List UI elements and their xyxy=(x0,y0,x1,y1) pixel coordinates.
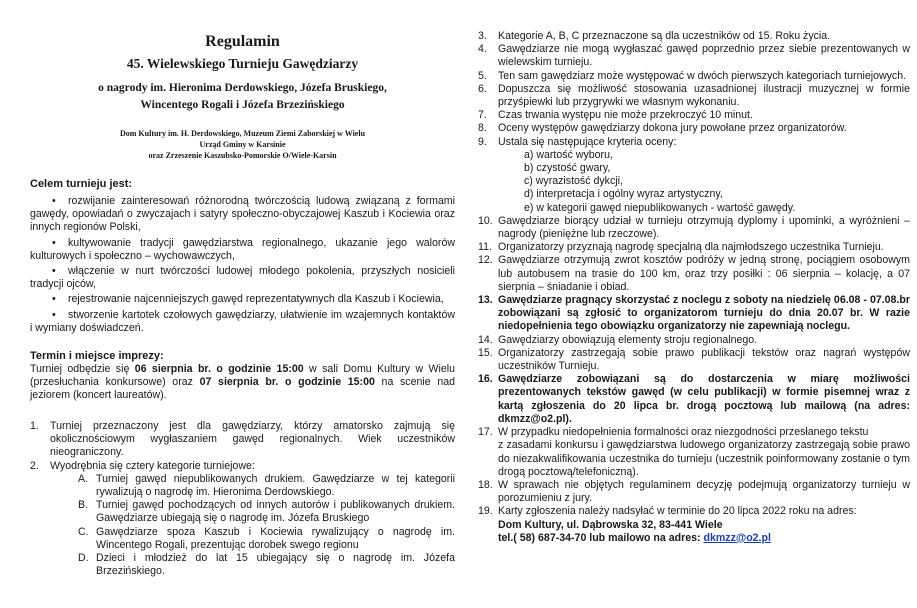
rule-text: Gawędziarze biorący udział w turnieju otrzymują dyplomy i upominki, a wyróżnieni – nagrody (pieniężne lub rzeczowe). xyxy=(498,214,910,241)
rule-text: Oceny występów gawędziarzy dokona jury powołane przez organizatorów. xyxy=(498,122,847,135)
rule-17 xyxy=(478,426,910,479)
rule-text: Gawędziarze pragnący skorzystać z noclegu z soboty na niedzielę 06.08 - 07.08.br zobowiązani są zgłosić to organizatorom turnieju do dnia 20.07 br. W razie niedopełnienia tego obowiązku organizatorzy nie zapewniają noclegu. xyxy=(498,294,910,333)
goal-text: włączenie w nurt twórczości ludowej młodego pokolenia, przyszłych nosicieli tradycji ojców, xyxy=(30,265,455,291)
venue-date-2: 07 sierpnia br. o godzinie 15:00 xyxy=(199,376,375,389)
list-item xyxy=(30,309,455,335)
category-letter: C. xyxy=(78,525,89,538)
rule-text: W sprawach nie objętych regulaminem decyzję podejmują organizatorzy turnieju w porozumieniu z jury. xyxy=(498,478,910,505)
rule-text: Czas trwania występu nie może przekroczyć 10 minut. xyxy=(498,109,753,122)
criterion: b) czystość gwary, xyxy=(524,162,611,175)
rule-text: Ustala się następujące kryteria oceny: xyxy=(498,135,677,148)
goal-text: stworzenie kartotek czołowych gawędziarzy, ułatwienie im wzajemnych kontaktów i wymiany doświadczeń. xyxy=(30,308,455,334)
rule-5 xyxy=(478,70,910,83)
rule-15 xyxy=(478,347,910,373)
category-c xyxy=(30,526,455,552)
rule-number: 15. xyxy=(478,346,493,359)
rules-list-right xyxy=(478,30,910,545)
rule-12 xyxy=(478,254,910,294)
list-item xyxy=(30,195,455,235)
venue-text: w sali Domu Kultury w Wielu (przesłuchania konkursowe) oraz xyxy=(30,363,455,389)
rule-number: 10. xyxy=(478,214,493,227)
rule-9 xyxy=(478,136,910,149)
rule-3 xyxy=(478,30,910,43)
category-a xyxy=(30,473,455,499)
rule-number: 19. xyxy=(478,505,493,518)
rule-7 xyxy=(478,109,910,122)
venue-paragraph xyxy=(30,363,455,403)
document-title: Regulamin xyxy=(205,33,280,50)
rule-number: 14. xyxy=(478,333,493,346)
contact-phone: tel.( 58) 687-34-70 lub mailowo na adres: xyxy=(498,531,704,544)
rule-number: 5. xyxy=(478,69,487,82)
rule-text: Ten sam gawędziarz może występować w dwóch pierwszych kategoriach turniejowych. xyxy=(498,69,907,82)
rule-number: 9. xyxy=(478,135,487,148)
rule-text: Gawędziarze nie mogą wygłaszać gawęd poprzednio przez siebie prezentowanych w wielewskim turnieju. xyxy=(498,43,910,69)
goal-text: rozwijanie zainteresowań różnorodną twórczością ludową związaną z formami gawędy, opowiadań o zwyczajach i satyry społeczno-obyczajowej Kaszub i Kociewia oraz innych regionów Polski, xyxy=(30,195,455,234)
rule-13 xyxy=(478,294,910,334)
rule-number: 4. xyxy=(478,43,487,56)
list-item xyxy=(30,293,455,306)
venue-text: na scenie nad jeziorem (koncert laureatów). xyxy=(30,376,455,402)
rule-14 xyxy=(478,334,910,347)
rule-10 xyxy=(478,215,910,241)
rule-text: Gawędziarzy obowiązują elementy stroju regionalnego. xyxy=(498,333,758,346)
honor-line-2: Wincentego Rogali i Józefa Brzezińskiego xyxy=(140,98,345,111)
rule-17-line1: W przypadku niedopełnienia formalności oraz niezgodności przesłanego tekstu xyxy=(498,426,869,439)
postal-address: Dom Kultury, ul. Dąbrowska 32, 83-441 Wiele xyxy=(498,518,723,531)
bullet-icon: • xyxy=(52,308,56,321)
category-text: Turniej gawęd niepublikowanych drukiem. Gawędziarze w tej kategorii rywalizują o nagrodę im. Hieronima Derdowskiego. xyxy=(96,472,455,499)
rule-19-text: Karty zgłoszenia należy nadsyłać w terminie do 20 lipca 2022 roku na adres: xyxy=(498,505,857,518)
rule-number: 18. xyxy=(478,478,493,491)
document-subtitle: 45. Wielewskiego Turnieju Gawędziarzy xyxy=(126,56,359,71)
rule-19 xyxy=(478,505,910,545)
venue-text: Turniej odbędzie się xyxy=(30,363,135,375)
rule-number: 2. xyxy=(30,459,39,472)
organizer-line: Urząd Gminy w Karsinie xyxy=(199,140,286,149)
honor-line-1: o nagrody im. Hieronima Derdowskiego, Józefa Bruskiego, xyxy=(98,82,387,94)
goals-heading: Celem turnieju jest: xyxy=(30,178,133,190)
category-letter: B. xyxy=(78,499,89,512)
category-text: Gawędziarze spoza Kaszub i Kociewia rywalizujący o nagrodę im. Wincentego Rogali, prezentując dorobek swego regionu xyxy=(96,525,455,551)
rule-number: 6. xyxy=(478,82,487,95)
list-item xyxy=(30,237,455,263)
rule-16 xyxy=(478,373,910,426)
rule-1 xyxy=(30,420,455,460)
bullet-icon: • xyxy=(52,265,56,278)
rules-list-left xyxy=(30,420,455,578)
venue-date-1: 06 sierpnia br. o godzinie 15:00 xyxy=(134,363,304,375)
rule-18 xyxy=(478,479,910,505)
rule-text: Turniej przeznaczony jest dla gawędziarzy, którzy amatorsko zajmują się okolicznościowym wygłaszaniem gawęd regionalnych. Wiek uczestników nieograniczony. xyxy=(50,420,455,459)
category-b xyxy=(30,499,455,525)
organizer-line: oraz Zrzeszenie Kaszubsko-Pomorskie O/Wiele-Karsin xyxy=(148,151,337,160)
goals-list xyxy=(30,195,455,337)
rule-11 xyxy=(478,241,910,254)
rule-number: 8. xyxy=(478,122,487,135)
rule-number: 17. xyxy=(478,426,493,439)
category-text: Turniej gawęd pochodzących od innych autorów i publikowanych drukiem. Gawędziarze ubiegają się o nagrodę im. Józefa Bruskiego xyxy=(96,499,455,525)
rule-4 xyxy=(478,43,910,69)
bullet-icon: • xyxy=(52,195,56,207)
rule-number: 16. xyxy=(478,373,493,386)
venue-heading: Termin i miejsce imprezy: xyxy=(30,350,164,362)
rule-text: Gawędziarze otrzymują zwrot kosztów podróży w jedną stronę, pociągiem osobowym lub autobusem na trasie do 100 km, oraz trzy posiłki : 06 sierpnia – kolację, a 07 sierpnia – śniadanie i obiad. xyxy=(498,254,910,293)
rule-text: Organizatorzy zastrzegają sobie prawo publikacji tekstów oraz nagrań występów uczestników Turnieju. xyxy=(498,346,910,373)
rule-text: Gawędziarze zobowiązani są do dostarczenia w miarę możliwości prezentowanych tekstów gawęd (w celu publikacji) w formie pisemnej wraz z kartą zgłoszenia do 20 lipca br. drogą pocztową lub mailową (na adres: dkmzz@o2.pl). xyxy=(498,373,910,425)
bullet-icon: • xyxy=(52,236,56,249)
rule-text xyxy=(498,505,910,545)
honor-line xyxy=(30,80,455,113)
email-link[interactable]: dkmzz@o2.pl xyxy=(703,531,771,544)
organizer-line: Dom Kultury im. H. Derdowskiego, Muzeum Ziemi Zaborskiej w Wielu xyxy=(119,129,366,138)
rule-text: Wyodrębnia się cztery kategorie turniejowe: xyxy=(50,459,255,472)
category-d xyxy=(30,552,455,578)
rule-6 xyxy=(478,83,910,109)
rule-2 xyxy=(30,460,455,473)
goal-text: rejestrowanie najcenniejszych gawęd reprezentatywnych dla Kaszub i Kociewia, xyxy=(68,293,444,306)
list-item xyxy=(30,265,455,291)
rule-number: 3. xyxy=(478,30,487,42)
rule-number: 11. xyxy=(478,241,492,254)
rule-number: 12. xyxy=(478,254,493,267)
category-text: Dzieci i młodzież do lat 15 ubiegający się o nagrodę im. Józefa Brzezińskiego. xyxy=(96,552,455,578)
rule-text: Dopuszcza się możliwość stosowania uzasadnionej ilustracji muzycznej w formie przyśpiewki lub przygrywki we własnym wykonaniu. xyxy=(498,82,910,109)
category-letter: A. xyxy=(78,472,89,485)
rule-number: 1. xyxy=(30,420,39,432)
rule-text xyxy=(498,426,910,479)
criterion: c) wyrazistość dykcji, xyxy=(524,175,623,188)
goal-text: kultywowanie tradycji gawędziarstwa regionalnego, ukazanie jego walorów kulturowych i społeczno – wychowawczych, xyxy=(30,236,455,262)
rule-17-rest: z zasadami konkursu i gawędziarstwa ludowego organizatorzy zastrzegają sobie prawo do niezakwalifikowania uczestnika do turnieju (uczestnik poinformowany zostanie o tym drogą pocztową/telefoniczną). xyxy=(498,439,910,478)
organizers xyxy=(30,128,455,161)
bullet-icon: • xyxy=(52,293,56,306)
criterion: a) wartość wyboru, xyxy=(524,148,613,161)
criterion: e) w kategorii gawęd niepublikowanych - wartość gawędy. xyxy=(524,201,796,214)
rule-text: Organizatorzy przyznają nagrodę specjalną dla najmłodszego uczestnika Turnieju. xyxy=(498,241,884,254)
rule-number: 7. xyxy=(478,109,487,122)
criterion: d) interpretacja i ogólny wyraz artystyczny, xyxy=(524,188,723,201)
category-letter: D. xyxy=(78,552,89,565)
rule-number: 13. xyxy=(478,294,493,307)
rule-text: Kategorie A, B, C przeznaczone są dla uczestników od 15. Roku życia. xyxy=(498,30,831,42)
rule-8 xyxy=(478,122,910,135)
